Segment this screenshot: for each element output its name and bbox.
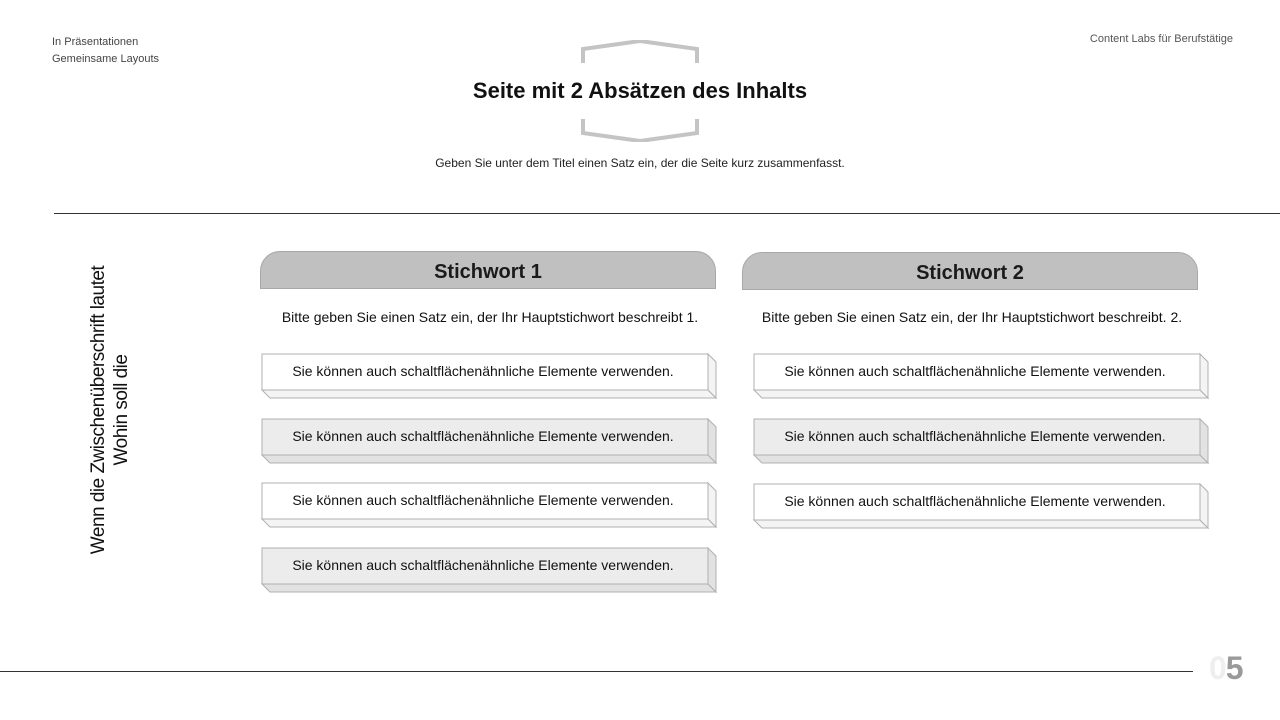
hexagon-top-decoration xyxy=(581,40,699,64)
option-button-label: Sie können auch schaltflächenähnliche Elemente verwenden. xyxy=(292,363,674,379)
page-number-digit-0: 0 xyxy=(1209,650,1226,686)
option-button-label: Sie können auch schaltflächenähnliche Elemente verwenden. xyxy=(784,493,1166,509)
side-heading-line-2: Wohin soll die xyxy=(111,354,132,466)
option-button[interactable] xyxy=(752,352,1208,400)
side-heading-line-1: Wenn die Zwischenüberschrift lautet xyxy=(88,265,109,555)
option-button[interactable] xyxy=(752,482,1208,530)
option-button-label: Sie können auch schaltflächenähnliche Elemente verwenden. xyxy=(292,492,674,508)
breadcrumb-line-2: Gemeinsame Layouts xyxy=(52,53,159,65)
breadcrumb-line-1: In Präsentationen xyxy=(52,36,139,48)
page-number xyxy=(1209,650,1243,687)
option-button-label: Sie können auch schaltflächenähnliche Elemente verwenden. xyxy=(292,428,674,444)
top-divider xyxy=(54,213,1280,214)
keyword-description-2: Bitte geben Sie einen Satz ein, der Ihr Hauptstichwort beschreibt. 2. xyxy=(761,309,1183,325)
option-button[interactable] xyxy=(260,352,716,400)
hexagon-bottom-decoration xyxy=(581,118,699,142)
brand-label: Content Labs für Berufstätige xyxy=(1089,33,1233,45)
page-subtitle: Geben Sie unter dem Titel einen Satz ein, der die Seite kurz zusammenfasst. xyxy=(435,156,845,170)
bottom-divider xyxy=(0,671,1193,672)
option-button-label: Sie können auch schaltflächenähnliche Elemente verwenden. xyxy=(784,428,1166,444)
option-button[interactable] xyxy=(260,481,716,529)
keyword-column-1 xyxy=(260,251,720,573)
keyword-column-2 xyxy=(742,251,1202,509)
page-number-digit-1: 5 xyxy=(1225,650,1243,686)
option-button[interactable] xyxy=(752,417,1208,465)
keyword-description-1: Bitte geben Sie einen Satz ein, der Ihr Hauptstichwort beschreibt 1. xyxy=(281,309,699,325)
keyword-heading-2: Stichwort 2 xyxy=(742,252,1198,290)
page-title: Seite mit 2 Absätzen des Inhalts xyxy=(472,78,808,103)
keyword-heading-1: Stichwort 1 xyxy=(260,251,716,289)
breadcrumb xyxy=(52,34,159,68)
side-heading xyxy=(80,250,140,570)
option-button-label: Sie können auch schaltflächenähnliche Elemente verwenden. xyxy=(292,557,674,573)
option-button[interactable] xyxy=(260,546,716,594)
option-button[interactable] xyxy=(260,417,716,465)
option-button-label: Sie können auch schaltflächenähnliche Elemente verwenden. xyxy=(784,363,1166,379)
